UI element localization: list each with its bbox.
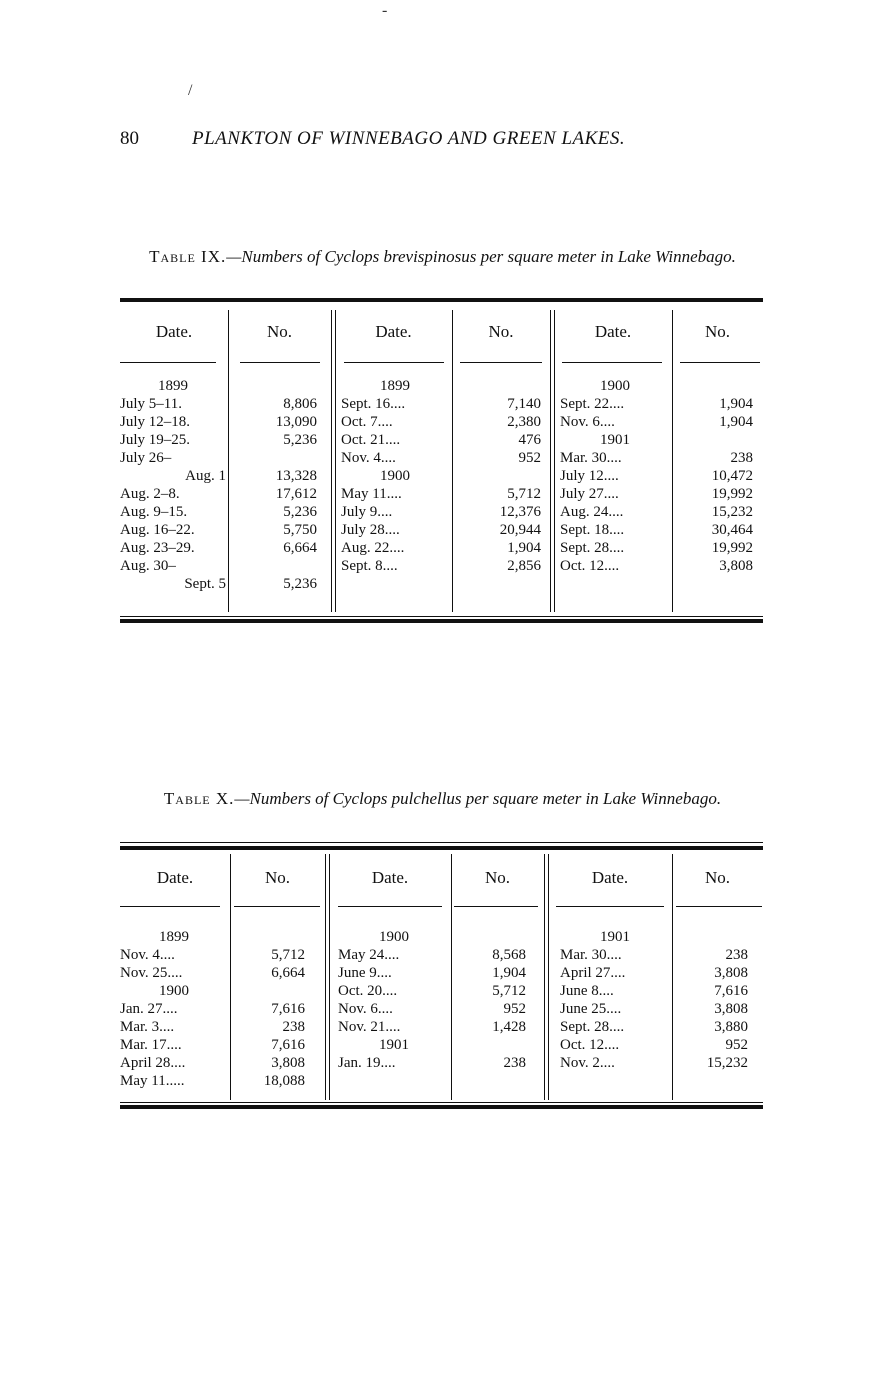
- column-divider: [548, 854, 549, 1100]
- date-cell: July 12–18.: [120, 414, 191, 430]
- column-header-date: Date.: [371, 868, 409, 887]
- date-cell: Sept. 18....: [560, 522, 625, 538]
- date-cell: Aug. 24....: [560, 504, 624, 520]
- date-cell: Aug. 9–15.: [120, 504, 188, 520]
- count-cell: 3,808: [271, 1055, 305, 1071]
- table-top-rule: [120, 842, 763, 843]
- date-cell: July 5–11.: [120, 396, 182, 412]
- date-cell: April 27....: [560, 965, 626, 981]
- running-title: PLANKTON OF WINNEBAGO AND GREEN LAKES.: [192, 128, 626, 149]
- column-divider: [451, 854, 452, 1100]
- date-cell: June 9....: [338, 965, 392, 981]
- count-cell: 238: [503, 1055, 526, 1071]
- header-rule: [240, 362, 320, 363]
- count-cell: 5,236: [283, 504, 317, 520]
- year-label: 1901: [600, 929, 630, 945]
- date-cell: July 27....: [560, 486, 619, 502]
- table-x-title: —Numbers of Cyclops pulchellus per square meter in Lake Winnebago.: [234, 789, 722, 808]
- count-cell: 5,236: [283, 576, 317, 592]
- count-cell: 3,808: [714, 965, 748, 981]
- count-cell: 15,232: [706, 1055, 748, 1071]
- date-cell: June 8....: [560, 983, 614, 999]
- column-divider: [335, 310, 336, 612]
- table-top-rule: [120, 846, 763, 850]
- year-label: 1900: [379, 929, 409, 945]
- date-cell: July 26–: [120, 450, 172, 466]
- date-cell: July 12....: [560, 468, 619, 484]
- column-divider: [230, 854, 231, 1100]
- stray-slash: /: [188, 82, 193, 99]
- count-cell: 18,088: [263, 1073, 305, 1089]
- date-cell: Nov. 6....: [560, 414, 615, 430]
- date-cell: Oct. 12....: [560, 1037, 620, 1053]
- count-cell: 17,612: [275, 486, 317, 502]
- count-cell: 238: [730, 450, 753, 466]
- header-rule: [338, 906, 442, 907]
- count-cell: 20,944: [499, 522, 541, 538]
- count-cell: 7,616: [271, 1001, 305, 1017]
- count-cell: 1,904: [492, 965, 526, 981]
- table-ix-title: —Numbers of Cyclops brevispinosus per square meter in Lake Winnebago.: [226, 247, 736, 266]
- column-header-date: Date.: [375, 322, 412, 341]
- date-cell: Nov. 21....: [338, 1019, 401, 1035]
- column-header-date: Date.: [594, 322, 632, 341]
- count-cell: 1,428: [492, 1019, 526, 1035]
- column-divider: [325, 854, 326, 1100]
- date-cell: Mar. 3....: [120, 1019, 175, 1035]
- date-cell: Aug. 22....: [341, 540, 405, 556]
- count-cell: 1,904: [507, 540, 541, 556]
- count-cell: 7,140: [507, 396, 541, 412]
- page-number: 80: [120, 128, 139, 149]
- date-cell: Mar. 30....: [560, 450, 622, 466]
- date-cell: July 19–25.: [120, 432, 191, 448]
- year-label: 1899: [159, 929, 189, 945]
- column-divider: [331, 310, 332, 612]
- date-cell: Nov. 6....: [338, 1001, 393, 1017]
- table-bottom-rule: [120, 1105, 763, 1109]
- column-header-no: No.: [266, 322, 293, 341]
- year-label: 1901: [600, 432, 630, 448]
- count-cell: 238: [282, 1019, 305, 1035]
- count-cell: 5,236: [283, 432, 317, 448]
- count-cell: 5,712: [492, 983, 526, 999]
- table-bottom-rule: [120, 616, 763, 617]
- date-cell: Sept. 16....: [341, 396, 406, 412]
- count-cell: 1,904: [719, 396, 753, 412]
- date-cell: Mar. 17....: [120, 1037, 182, 1053]
- date-cell: Aug. 30–: [120, 558, 176, 574]
- column-header-no: No.: [704, 868, 731, 887]
- header-rule: [344, 362, 444, 363]
- count-cell: 10,472: [711, 468, 753, 484]
- date-cell: Jan. 27....: [120, 1001, 178, 1017]
- table-x-label: Table X.: [163, 789, 235, 808]
- header-rule: [562, 362, 662, 363]
- count-cell: 952: [518, 450, 541, 466]
- count-cell: 6,664: [271, 965, 305, 981]
- count-cell: 2,380: [507, 414, 541, 430]
- year-label: 1899: [158, 378, 188, 394]
- table-bottom-rule: [120, 619, 763, 623]
- column-divider: [228, 310, 229, 612]
- header-rule: [120, 362, 216, 363]
- date-cell: Jan. 19....: [338, 1055, 396, 1071]
- table-x: [120, 842, 763, 1112]
- date-cell: Sept. 22....: [560, 396, 625, 412]
- count-cell: 5,750: [283, 522, 317, 538]
- date-cell: Nov. 4....: [120, 947, 175, 963]
- count-cell: 19,992: [711, 486, 753, 502]
- column-header-date: Date.: [155, 322, 193, 341]
- count-cell: 3,808: [714, 1001, 748, 1017]
- date-cell: Aug. 2–8.: [120, 486, 180, 502]
- count-cell: 952: [725, 1037, 748, 1053]
- table-top-rule: [120, 298, 763, 302]
- column-divider: [672, 310, 673, 612]
- count-cell: 7,616: [271, 1037, 305, 1053]
- column-divider: [554, 310, 555, 612]
- date-cell: July 9....: [341, 504, 393, 520]
- count-cell: 3,880: [714, 1019, 748, 1035]
- date-cell: Sept. 28....: [560, 540, 625, 556]
- table-x-caption: [120, 788, 765, 810]
- date-cell: Sept. 8....: [341, 558, 398, 574]
- date-cell: April 28....: [120, 1055, 186, 1071]
- date-cell: Aug. 1: [185, 468, 226, 484]
- column-divider: [550, 310, 551, 612]
- count-cell: 2,856: [507, 558, 541, 574]
- column-header-no: No.: [704, 322, 731, 341]
- year-label: 1899: [380, 378, 410, 394]
- header-rule: [556, 906, 664, 907]
- date-cell: June 25....: [560, 1001, 622, 1017]
- count-cell: 12,376: [499, 504, 541, 520]
- year-label: 1900: [600, 378, 630, 394]
- count-cell: 15,232: [711, 504, 753, 520]
- count-cell: 5,712: [507, 486, 541, 502]
- count-cell: 19,992: [711, 540, 753, 556]
- column-header-no: No.: [484, 868, 511, 887]
- column-divider: [672, 854, 673, 1100]
- date-cell: Oct. 12....: [560, 558, 620, 574]
- column-divider: [452, 310, 453, 612]
- date-cell: May 11.....: [120, 1073, 185, 1089]
- table-bottom-rule: [120, 1102, 763, 1103]
- column-divider: [544, 854, 545, 1100]
- header-rule: [234, 906, 320, 907]
- header-rule: [460, 362, 542, 363]
- year-label: 1900: [380, 468, 410, 484]
- date-cell: Oct. 7....: [341, 414, 393, 430]
- count-cell: 8,568: [492, 947, 526, 963]
- date-cell: Nov. 2....: [560, 1055, 615, 1071]
- count-cell: 238: [725, 947, 748, 963]
- column-header-date: Date.: [591, 868, 629, 887]
- count-cell: 6,664: [283, 540, 317, 556]
- count-cell: 30,464: [711, 522, 753, 538]
- date-cell: May 24....: [338, 947, 400, 963]
- column-header-no: No.: [264, 868, 291, 887]
- count-cell: 13,090: [275, 414, 317, 430]
- year-label: 1900: [159, 983, 189, 999]
- count-cell: 952: [503, 1001, 526, 1017]
- date-cell: May 11....: [341, 486, 402, 502]
- column-header-date: Date.: [156, 868, 194, 887]
- date-cell: Oct. 21....: [341, 432, 401, 448]
- count-cell: 5,712: [271, 947, 305, 963]
- year-label: 1901: [379, 1037, 409, 1053]
- header-rule: [680, 362, 760, 363]
- count-cell: 7,616: [714, 983, 748, 999]
- count-cell: 8,806: [283, 396, 317, 412]
- column-divider: [329, 854, 330, 1100]
- count-cell: 1,904: [719, 414, 753, 430]
- date-cell: Mar. 30....: [560, 947, 622, 963]
- count-cell: 13,328: [275, 468, 317, 484]
- count-cell: 3,808: [719, 558, 753, 574]
- header-rule: [454, 906, 538, 907]
- count-cell: 476: [518, 432, 541, 448]
- table-ix-caption: [120, 246, 765, 268]
- date-cell: Oct. 20....: [338, 983, 398, 999]
- date-cell: Sept. 5: [184, 576, 226, 592]
- date-cell: Sept. 28....: [560, 1019, 625, 1035]
- table-ix: [120, 298, 763, 628]
- header-rule: [676, 906, 762, 907]
- date-cell: July 28....: [341, 522, 400, 538]
- table-ix-label: Table IX.: [149, 247, 227, 266]
- date-cell: Nov. 4....: [341, 450, 396, 466]
- date-cell: Aug. 23–29.: [120, 540, 195, 556]
- date-cell: Aug. 16–22.: [120, 522, 195, 538]
- column-header-no: No.: [488, 322, 514, 341]
- header-rule: [120, 906, 220, 907]
- stray-mark: -: [382, 2, 388, 19]
- date-cell: Nov. 25....: [120, 965, 183, 981]
